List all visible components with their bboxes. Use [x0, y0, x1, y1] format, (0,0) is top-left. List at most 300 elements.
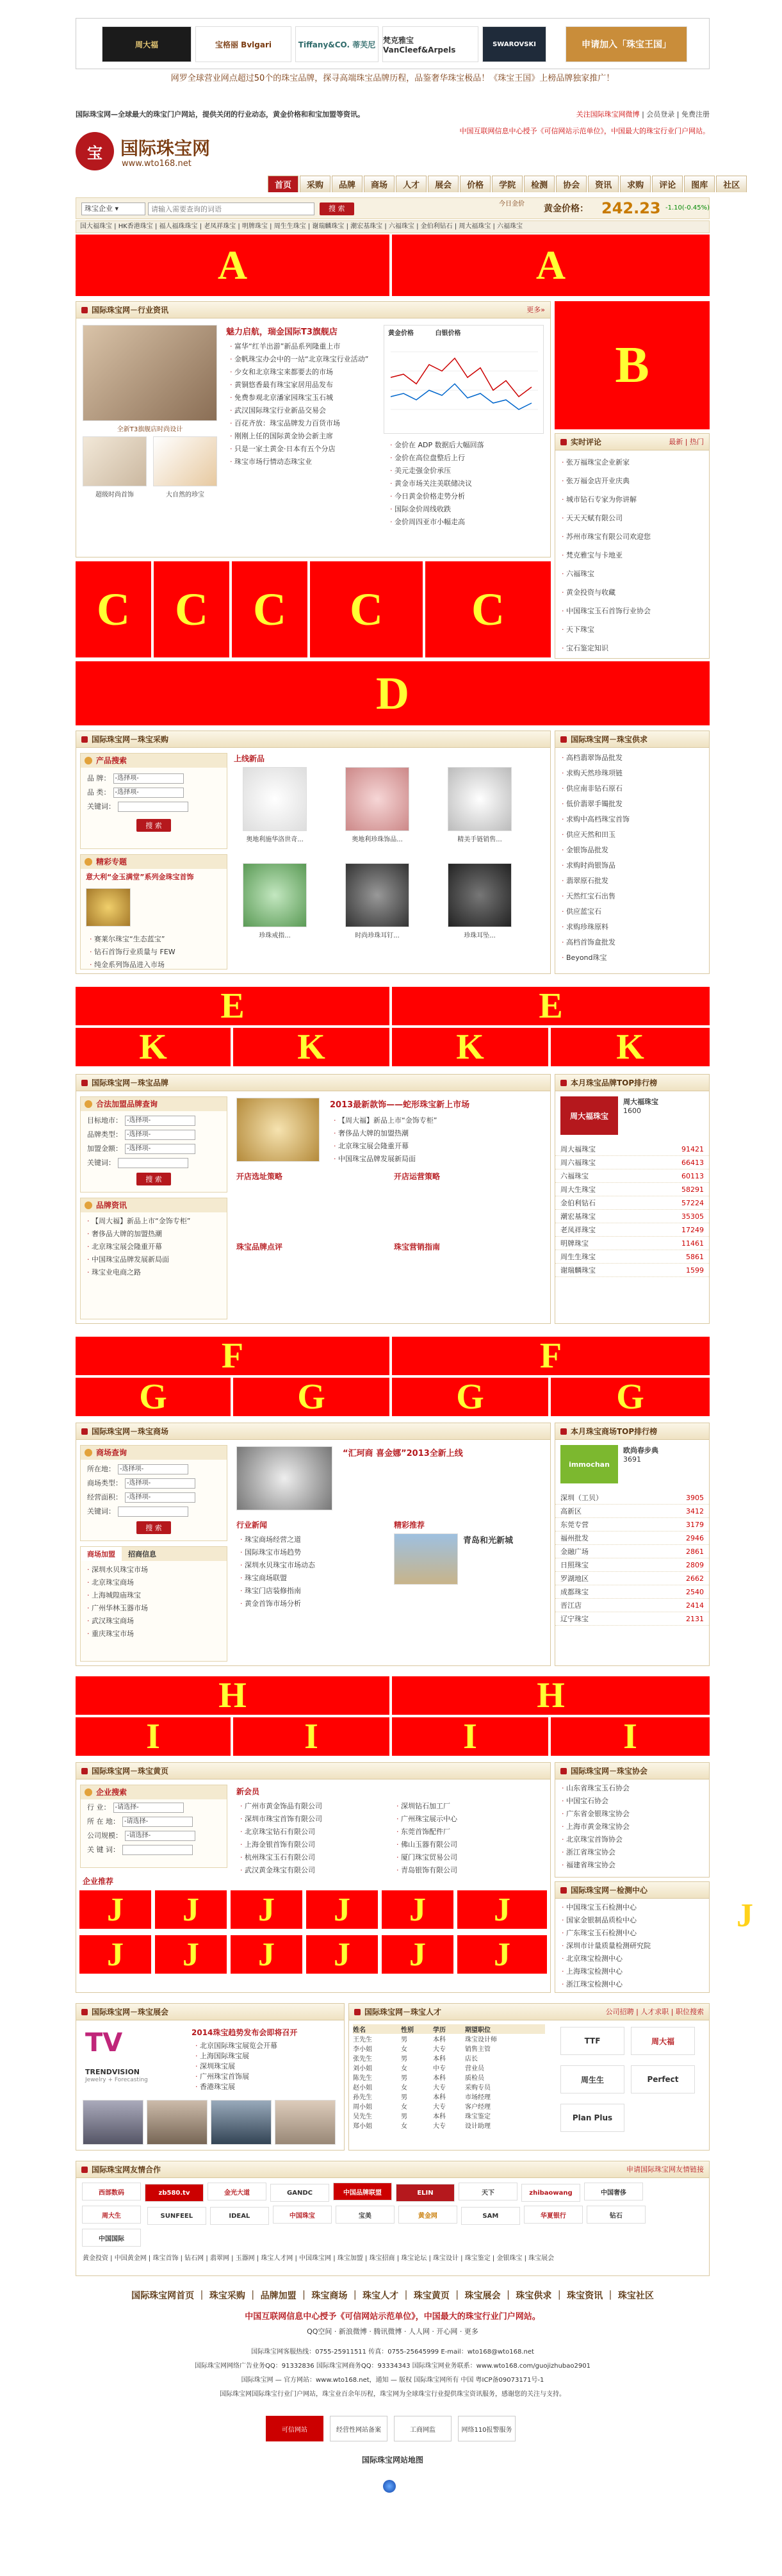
- list-item[interactable]: · 中国珠宝玉石检测中心: [562, 1901, 703, 1914]
- table-row[interactable]: 赵小姐 女 大专 采购专员: [353, 2085, 491, 2092]
- industry-select[interactable]: -请选择-: [113, 1803, 184, 1813]
- partner-logo[interactable]: 宝美: [336, 2206, 395, 2224]
- subnav[interactable]: 国大福珠宝 | HK香港珠宝 | 福人福珠珠宝 | 老凤祥珠宝 | 明牌珠宝 | 周生生珠宝 | 谢瑞麟珠宝 | 潮宏基珠宝 | 六福珠宝 | 金伯利钻石 | 周大福珠宝 | 六福珠宝: [76, 220, 710, 233]
- ad-slot-k-1[interactable]: K: [76, 1028, 231, 1066]
- table-row[interactable]: 陈先生 男 本科 质检员: [353, 2075, 484, 2082]
- list-item[interactable]: · 城市钻石专家为你讲解: [562, 490, 703, 509]
- ad-slot-a-right[interactable]: A: [392, 235, 710, 296]
- list-item[interactable]: · 上海城隍庙珠宝: [87, 1589, 220, 1602]
- share-tencent[interactable]: 腾讯微博: [373, 2327, 402, 2336]
- rank-row[interactable]: 老凤祥珠宝 17249: [555, 1223, 709, 1237]
- list-item[interactable]: · 金价在高位盘整后上行: [390, 452, 537, 465]
- nav-tab-brand[interactable]: 品牌: [332, 176, 362, 192]
- ad-slot-j[interactable]: J: [231, 1890, 302, 1929]
- list-item[interactable]: · 上海金银首饰有限公司: [240, 1838, 381, 1851]
- trusted-site-badge[interactable]: 可信网站: [266, 2416, 323, 2441]
- nav-tab-talent[interactable]: 人才: [396, 176, 427, 192]
- product-image[interactable]: [243, 863, 307, 927]
- brand-subsection-title[interactable]: 开店选址策略: [236, 1172, 283, 1181]
- share-more[interactable]: 更多: [464, 2327, 478, 2336]
- list-item[interactable]: · 北京珠宝首饰协会: [562, 1833, 703, 1846]
- product-caption[interactable]: 珍珠戒指...: [259, 932, 291, 939]
- business-badge[interactable]: 工商网监: [394, 2416, 452, 2441]
- table-row[interactable]: 郑小姐 女 大专 设计助理: [353, 2123, 491, 2130]
- product-image[interactable]: [448, 767, 512, 831]
- list-item[interactable]: · 少女和北京珠宝来都要去的市场: [230, 366, 371, 379]
- list-item[interactable]: · 北京国际珠宝展览会开幕: [195, 2041, 336, 2051]
- location-select[interactable]: -选择项-: [118, 1464, 188, 1474]
- list-item[interactable]: · 富华“红羊出游”新品系列隆重上市: [230, 340, 371, 353]
- list-item[interactable]: · 【周大福】新品上市“金饰专柜”: [87, 1215, 220, 1228]
- area-select[interactable]: -选择项-: [125, 1492, 195, 1503]
- ad-slot-e-right[interactable]: E: [392, 987, 710, 1025]
- product-search-button[interactable]: 搜 索: [136, 819, 171, 832]
- rank-row[interactable]: 周大生珠宝 58291: [555, 1183, 709, 1196]
- list-item[interactable]: · 天然红宝石出售: [562, 889, 703, 904]
- list-item[interactable]: · 武汉黄金珠宝有限公司: [240, 1864, 381, 1877]
- list-item[interactable]: · 金价在 ADP 数据后大幅回落: [390, 439, 537, 452]
- city-select[interactable]: -选择项-: [125, 1116, 195, 1126]
- list-item[interactable]: · 北京珠宝展会隆重开幕: [334, 1140, 539, 1153]
- brand-type-select[interactable]: -选择项-: [125, 1130, 195, 1140]
- share-renren[interactable]: 人人网: [408, 2327, 430, 2336]
- list-item[interactable]: · 金价周四亚市小幅走高: [390, 516, 537, 529]
- share-kaixin[interactable]: 开心网: [436, 2327, 458, 2336]
- partner-logo[interactable]: zb580.tv: [145, 2184, 204, 2202]
- company-logo[interactable]: Perfect: [631, 2065, 695, 2093]
- list-item[interactable]: · 刚刚上任的国际黄金协会新主席: [230, 430, 371, 443]
- brand-hero-image[interactable]: [236, 1098, 320, 1162]
- nav-tab-mall[interactable]: 商场: [364, 176, 395, 192]
- list-item[interactable]: · 上海市黄金珠宝协会: [562, 1821, 703, 1833]
- list-item[interactable]: · 广东省金银珠宝协会: [562, 1808, 703, 1821]
- ad-slot-j[interactable]: J: [457, 1935, 547, 1974]
- partner-logo[interactable]: IDEAL: [210, 2207, 269, 2225]
- rank-brand-logo[interactable]: 周大福珠宝: [560, 1096, 618, 1135]
- mall-feature-headline[interactable]: 青岛和光新城: [463, 1536, 514, 1546]
- list-item[interactable]: · 天下珠宝: [562, 620, 703, 639]
- province-select[interactable]: -请选择-: [122, 1817, 193, 1827]
- ad-slot-d[interactable]: D: [76, 661, 710, 725]
- ad-slot-k-4[interactable]: K: [551, 1028, 710, 1066]
- list-item[interactable]: · 中国宝石协会: [562, 1795, 703, 1808]
- ad-slot-k-2[interactable]: K: [233, 1028, 389, 1066]
- list-item[interactable]: · 深圳水贝珠宝市场: [87, 1564, 220, 1576]
- brand-logo-vancleef[interactable]: 梵克雅宝 VanCleef&Arpels: [382, 26, 478, 62]
- partner-logo[interactable]: 中国珠宝: [273, 2206, 332, 2224]
- search-input[interactable]: [148, 202, 314, 215]
- size-select[interactable]: -请选择-: [125, 1831, 195, 1841]
- list-item[interactable]: · 金银饰品批发: [562, 843, 703, 858]
- list-item[interactable]: · 中国珠宝玉石首饰行业协会: [562, 602, 703, 620]
- list-item[interactable]: · 北京珠宝检测中心: [562, 1953, 703, 1965]
- ad-slot-i-1[interactable]: I: [76, 1717, 231, 1756]
- list-item[interactable]: · 黄金市场关注美联储决议: [390, 477, 537, 490]
- nav-tab-expo[interactable]: 展会: [428, 176, 459, 192]
- tab-mall-investment[interactable]: 招商信息: [128, 1550, 156, 1558]
- list-item[interactable]: · 【周大福】新品上市“金饰专柜”: [334, 1114, 539, 1127]
- list-item[interactable]: · 香港珠宝展: [195, 2082, 336, 2092]
- rank-mall-logo[interactable]: immochan: [560, 1445, 618, 1483]
- ad-slot-c-5[interactable]: C: [425, 561, 551, 657]
- list-item[interactable]: · 国际金价周线收跌: [390, 503, 537, 516]
- rank-row[interactable]: 明牌珠宝 11461: [555, 1237, 709, 1250]
- partner-logo[interactable]: 华夏银行: [524, 2206, 583, 2224]
- list-item[interactable]: · 深圳珠宝展: [195, 2061, 336, 2072]
- partner-logo[interactable]: GANDC: [270, 2184, 329, 2202]
- rank-row[interactable]: 金伯利钻石 57224: [555, 1196, 709, 1210]
- list-item[interactable]: · 珠宝市场行情动态珠宝业: [230, 456, 371, 468]
- table-row[interactable]: 吴先生 男 本科 珠宝鉴定: [353, 2113, 491, 2120]
- ad-slot-g-2[interactable]: G: [233, 1378, 389, 1416]
- rank-row[interactable]: 高新区 3412: [555, 1505, 709, 1518]
- list-item[interactable]: · 高档首饰盒批发: [562, 935, 703, 950]
- list-item[interactable]: · 中国珠宝品牌发展新局面: [334, 1153, 539, 1166]
- list-item[interactable]: · 珠宝商场联盟: [240, 1572, 381, 1585]
- ad-slot-j[interactable]: J: [79, 1935, 151, 1974]
- tab-mall-join[interactable]: 商场加盟: [81, 1547, 122, 1561]
- nav-tab-inspection[interactable]: 检测: [524, 176, 555, 192]
- brand-logo-swarovski[interactable]: SWAROVSKI: [482, 26, 546, 62]
- list-item[interactable]: · 中国珠宝品牌发展新局面: [87, 1253, 220, 1266]
- join-button[interactable]: 申请加入「珠宝王国」: [566, 26, 687, 62]
- news-more-link[interactable]: 更多»: [526, 306, 545, 314]
- rank-row[interactable]: 周六福珠宝 66413: [555, 1156, 709, 1169]
- feature-headline[interactable]: 意大利“金玉满堂”系列金珠宝首饰: [86, 873, 194, 881]
- expo-image[interactable]: [275, 2100, 336, 2145]
- rank-row[interactable]: 福州批发 2946: [555, 1532, 709, 1545]
- list-item[interactable]: · 只是一家土黄金·日本有五个分店: [230, 443, 371, 456]
- ad-slot-c-1[interactable]: C: [76, 561, 151, 657]
- partner-logo[interactable]: 中国奢侈: [584, 2183, 643, 2200]
- ad-slot-f-left[interactable]: F: [76, 1337, 389, 1375]
- weibo-link[interactable]: 关注国际珠宝网微博: [576, 110, 640, 119]
- list-item[interactable]: · 求购时尚银饰品: [562, 858, 703, 873]
- tab-job-seek[interactable]: 人才求职: [640, 2008, 669, 2016]
- ad-slot-j[interactable]: J: [457, 1890, 547, 1929]
- product-caption[interactable]: 珍珠耳坠...: [464, 932, 496, 939]
- list-item[interactable]: · 供应南非钻石原石: [562, 781, 703, 797]
- list-item[interactable]: · 求购珍珠原料: [562, 920, 703, 935]
- brand-select[interactable]: -选择项-: [113, 773, 184, 784]
- list-item[interactable]: · 求购中高档珠宝首饰: [562, 812, 703, 827]
- list-item[interactable]: · 上海国际珠宝展: [195, 2051, 336, 2061]
- news-thumb-1[interactable]: [83, 436, 147, 486]
- brand-logo-tiffany[interactable]: Tiffany&CO. 蒂芙尼: [295, 26, 379, 62]
- list-item[interactable]: · 高档翡翠饰品批发: [562, 750, 703, 766]
- rank-row[interactable]: 东莞专营 3179: [555, 1518, 709, 1532]
- nav-tab-news[interactable]: 资讯: [588, 176, 619, 192]
- list-item[interactable]: · 黄金投资与收藏: [562, 583, 703, 602]
- product-caption[interactable]: 时尚珍珠耳钉...: [355, 932, 400, 939]
- list-item[interactable]: · 武汉国际珠宝行业新品交易会: [230, 404, 371, 417]
- partner-logo[interactable]: 黄金网: [398, 2206, 457, 2224]
- brand-subsection-title[interactable]: 珠宝营销指南: [394, 1243, 441, 1251]
- list-item[interactable]: · 免费参观北京潘家园珠宝玉石城: [230, 392, 371, 404]
- rank-row[interactable]: 成都珠宝 2540: [555, 1585, 709, 1599]
- partner-logo[interactable]: SUNFEEL: [147, 2207, 206, 2225]
- list-item[interactable]: · 珠宝门店装修指南: [240, 1585, 381, 1598]
- partner-text-links[interactable]: 黄金投资 | 中国黄金网 | 珠宝首饰 | 钻石网 | 翡翠网 | 玉器网 | 珠宝人才网 | 中国珠宝网 | 珠宝加盟 | 珠宝招商 | 珠宝论坛 | 珠宝设计 | 珠宝鉴定 | 金银珠宝 | 珠宝展会: [83, 2255, 555, 2262]
- ad-slot-j[interactable]: J: [155, 1935, 227, 1974]
- ad-slot-j[interactable]: J: [306, 1890, 378, 1929]
- rank-row[interactable]: 晋江店 2414: [555, 1599, 709, 1612]
- mall-type-select[interactable]: -选择项-: [125, 1478, 195, 1489]
- list-item[interactable]: · 今日黄金价格走势分析: [390, 490, 537, 503]
- partner-logo[interactable]: SAM: [461, 2207, 520, 2225]
- list-item[interactable]: · 奢侈品大牌的加盟热潮: [87, 1228, 220, 1241]
- list-item[interactable]: · 上海珠宝检测中心: [562, 1965, 703, 1978]
- list-item[interactable]: · 厦门珠宝贸易公司: [396, 1851, 537, 1864]
- list-item[interactable]: · 杭州珠宝玉石有限公司: [240, 1851, 381, 1864]
- rank-row[interactable]: 周生生珠宝 5861: [555, 1250, 709, 1264]
- chart-tab-gold[interactable]: 黄金价格: [388, 330, 414, 337]
- company-logo[interactable]: TTF: [560, 2027, 624, 2055]
- list-item[interactable]: · 浙江省珠宝协会: [562, 1846, 703, 1859]
- product-image[interactable]: [345, 863, 409, 927]
- mall-headline[interactable]: “汇珂商 喜金娜”2013全新上线: [343, 1449, 463, 1458]
- company-logo[interactable]: 周生生: [560, 2065, 624, 2093]
- partner-logo[interactable]: 金光大道: [208, 2183, 266, 2200]
- list-item[interactable]: · 黄铜悠香最有珠宝家居用品发布: [230, 379, 371, 392]
- nav-tab-community[interactable]: 社区: [716, 176, 747, 192]
- mall-keyword-input[interactable]: [118, 1507, 188, 1517]
- ad-slot-c-2[interactable]: C: [154, 561, 229, 657]
- share-sina[interactable]: 新浪微博: [338, 2327, 367, 2336]
- ad-slot-a-left[interactable]: A: [76, 235, 389, 296]
- list-item[interactable]: · 赛莱尔珠宝“生态蓝宝”: [90, 933, 218, 946]
- partner-logo[interactable]: 中国国际: [82, 2229, 141, 2247]
- table-row[interactable]: 孙先生 男 本科 市场经理: [353, 2094, 491, 2101]
- enterprise-keyword-input[interactable]: [122, 1845, 193, 1855]
- ad-slot-j[interactable]: J: [231, 1935, 302, 1974]
- list-item[interactable]: · 宝石鉴定知识: [562, 639, 703, 657]
- ad-slot-b[interactable]: B: [555, 301, 710, 429]
- nav-tab-gallery[interactable]: 图库: [684, 176, 715, 192]
- company-logo[interactable]: 周大福: [631, 2027, 695, 2055]
- list-item[interactable]: · 深圳市计量质量检测研究院: [562, 1940, 703, 1953]
- ad-slot-f-right[interactable]: F: [392, 1337, 710, 1375]
- login-link[interactable]: 会员登录: [646, 110, 675, 119]
- nav-tab-price[interactable]: 价格: [460, 176, 491, 192]
- ad-slot-i-4[interactable]: I: [551, 1717, 710, 1756]
- search-category-select[interactable]: 珠宝企业 ▾: [81, 202, 145, 215]
- nav-tab-home[interactable]: 首页: [268, 176, 298, 192]
- rank-row[interactable]: 六福珠宝 60113: [555, 1169, 709, 1183]
- expo-image[interactable]: [83, 2100, 143, 2145]
- rank-brand-name[interactable]: 周大福珠宝: [623, 1098, 658, 1106]
- list-item[interactable]: · 低价翡翠手镯批发: [562, 797, 703, 812]
- partner-logo[interactable]: 周大生: [82, 2206, 141, 2224]
- mall-hero-image[interactable]: [236, 1446, 332, 1510]
- list-item[interactable]: · 深圳钻石加工厂: [396, 1800, 537, 1813]
- product-image[interactable]: [448, 863, 512, 927]
- list-item[interactable]: · 奢侈品大牌的加盟热潮: [334, 1127, 539, 1140]
- list-item[interactable]: · 珠宝商场经营之道: [240, 1533, 381, 1546]
- scroll-top-icon[interactable]: [383, 2480, 396, 2493]
- nav-tab-academy[interactable]: 学院: [492, 176, 523, 192]
- list-item[interactable]: · 国际珠宝市场趋势: [240, 1546, 381, 1559]
- list-item[interactable]: · 广州珠宝首饰展: [195, 2072, 336, 2082]
- product-image[interactable]: [345, 767, 409, 831]
- ad-slot-j[interactable]: J: [382, 1935, 453, 1974]
- list-item[interactable]: · 佛山玉器有限公司: [396, 1838, 537, 1851]
- list-item[interactable]: · 北京珠宝展会隆重开幕: [87, 1241, 220, 1253]
- list-item[interactable]: · 浙江珠宝检测中心: [562, 1978, 703, 1991]
- ad-slot-j[interactable]: J: [382, 1890, 453, 1929]
- top-banner[interactable]: [76, 18, 710, 69]
- mall-search-button[interactable]: 搜 索: [136, 1521, 171, 1534]
- company-logo[interactable]: Plan Plus: [560, 2104, 624, 2132]
- partner-logo[interactable]: 天下: [459, 2183, 517, 2200]
- ad-slot-i-2[interactable]: I: [233, 1717, 389, 1756]
- partner-logo[interactable]: ELIN: [396, 2184, 455, 2202]
- rank-row[interactable]: 谢瑞麟珠宝 1599: [555, 1264, 709, 1277]
- list-item[interactable]: · 重庆珠宝市场: [87, 1628, 220, 1640]
- partner-logo[interactable]: zhibaowang: [521, 2184, 580, 2202]
- list-item[interactable]: · 金帆珠宝办会中的一站“北京珠宝行业活动”: [230, 353, 371, 366]
- list-item[interactable]: · 百花齐放：珠宝品牌发力百货市场: [230, 417, 371, 430]
- ad-slot-c-4[interactable]: C: [310, 561, 423, 657]
- brand-logo-bvlgari[interactable]: 宝格丽 Bvlgari: [195, 26, 291, 62]
- amount-select[interactable]: -选择项-: [125, 1144, 195, 1154]
- partner-logo[interactable]: 钻石: [587, 2206, 646, 2224]
- rank-row[interactable]: 潮宏基珠宝 35305: [555, 1210, 709, 1223]
- ad-slot-j[interactable]: J: [306, 1935, 378, 1974]
- keyword-input[interactable]: [118, 802, 188, 812]
- tab-company-hire[interactable]: 公司招聘: [605, 2008, 634, 2016]
- list-item[interactable]: · 张万福珠宝企业新家: [562, 453, 703, 472]
- rank-row[interactable]: 罗湖地区 2662: [555, 1572, 709, 1585]
- chart-tab-silver[interactable]: 白银价格: [435, 330, 461, 337]
- product-image[interactable]: [243, 767, 307, 831]
- ad-slot-k-3[interactable]: K: [392, 1028, 548, 1066]
- footer-nav[interactable]: 国际珠宝网首页 ｜ 珠宝采购 ｜ 品牌加盟 ｜ 珠宝商场 ｜ 珠宝人才 ｜ 珠宝黄页 ｜ 珠宝展会 ｜ 珠宝供求 ｜ 珠宝资讯 ｜ 珠宝社区: [131, 2291, 654, 2301]
- ad-slot-j[interactable]: J: [79, 1890, 151, 1929]
- ad-slot-e-left[interactable]: E: [76, 987, 389, 1025]
- list-item[interactable]: · 广州珠宝展示中心: [396, 1813, 537, 1826]
- list-item[interactable]: · 天天天赋有限公司: [562, 509, 703, 527]
- rank-row[interactable]: 辽宁珠宝 2131: [555, 1612, 709, 1626]
- sitemap-link[interactable]: 国际珠宝网站地图: [361, 2456, 423, 2465]
- ad-slot-c-3[interactable]: C: [232, 561, 307, 657]
- list-item[interactable]: · 珠宝业电商之路: [87, 1266, 220, 1279]
- brand-keyword-input[interactable]: [118, 1158, 188, 1168]
- list-item[interactable]: · 美元走强金价承压: [390, 465, 537, 477]
- icp-badge[interactable]: 经营性网站备案: [330, 2416, 387, 2441]
- expo-image[interactable]: [211, 2100, 272, 2145]
- table-row[interactable]: 王先生 男 本科 珠宝设计师: [353, 2036, 497, 2043]
- product-caption[interactable]: 奥地利珍珠饰品...: [352, 836, 403, 843]
- tab-job-search[interactable]: 职位搜索: [676, 2008, 704, 2016]
- list-item[interactable]: · 钻石首饰行业质量与 FEW: [90, 946, 218, 959]
- trendvision-logo-icon[interactable]: TV: [85, 2028, 123, 2058]
- mall-feature-image[interactable]: [394, 1533, 458, 1585]
- list-item[interactable]: · 深圳水贝珠宝市场动态: [240, 1559, 381, 1572]
- nav-tab-procurement[interactable]: 采购: [300, 176, 330, 192]
- apply-link[interactable]: 申请国际珠宝网友情链接: [626, 2165, 704, 2174]
- rank-row[interactable]: 日照珠宝 2809: [555, 1558, 709, 1572]
- site-logo-text[interactable]: 国际珠宝网: [120, 138, 211, 159]
- table-row[interactable]: 周小姐 女 大专 客户经理: [353, 2104, 491, 2111]
- list-item[interactable]: · 东莞首饰配件厂: [396, 1826, 537, 1838]
- list-item[interactable]: · 广东珠宝玉石检测中心: [562, 1927, 703, 1940]
- list-item[interactable]: · 广州华林玉器市场: [87, 1602, 220, 1615]
- ad-slot-g-3[interactable]: G: [392, 1378, 548, 1416]
- list-item[interactable]: · 深圳市珠宝首饰有限公司: [240, 1813, 381, 1826]
- ad-slot-g-4[interactable]: G: [551, 1378, 710, 1416]
- brand-subsection-title[interactable]: 珠宝品牌点评: [236, 1243, 283, 1251]
- list-item[interactable]: · 广州市黄金饰品有限公司: [240, 1800, 381, 1813]
- news-headline[interactable]: 魅力启航，瑞金国际T3旗舰店: [226, 327, 338, 337]
- list-item[interactable]: · Beyond珠宝: [562, 950, 703, 966]
- register-link[interactable]: 免费注册: [681, 110, 710, 119]
- expo-headline[interactable]: 2014珠宝趋势发布会即将召开: [191, 2028, 298, 2037]
- rank-mall-name[interactable]: 欧尚春步典: [623, 1446, 658, 1455]
- ad-slot-j[interactable]: J: [155, 1890, 227, 1929]
- search-button[interactable]: 搜 索: [320, 202, 354, 215]
- brand-headline[interactable]: 2013最新款饰——蛇形珠宝新上市场: [330, 1100, 470, 1110]
- share-qzone[interactable]: QQ空间: [307, 2327, 332, 2336]
- list-item[interactable]: · 供应天然和田玉: [562, 827, 703, 843]
- comments-tab-hot[interactable]: 热门: [690, 438, 704, 446]
- partner-logo[interactable]: 西部数码: [82, 2183, 141, 2200]
- police-badge[interactable]: 网络110报警服务: [458, 2416, 516, 2441]
- brand-logo-chow-tai-fook[interactable]: 周大福: [102, 26, 191, 62]
- list-item[interactable]: · 北京珠宝钻石有限公司: [240, 1826, 381, 1838]
- list-item[interactable]: · 黄金首饰市场分析: [240, 1598, 381, 1610]
- news-thumb-2[interactable]: [153, 436, 217, 486]
- table-row[interactable]: 张先生 男 本科 店长: [353, 2056, 478, 2063]
- news-hero-image[interactable]: [83, 325, 217, 421]
- list-item[interactable]: · 张万福金店开业庆典: [562, 472, 703, 490]
- list-item[interactable]: · 苏州市珠宝有限公司欢迎您: [562, 527, 703, 546]
- site-logo-icon[interactable]: 宝: [76, 132, 114, 170]
- ad-slot-h-right[interactable]: H: [392, 1676, 710, 1715]
- list-item[interactable]: · 青岛银饰有限公司: [396, 1864, 537, 1877]
- list-item[interactable]: · 翡翠原石批发: [562, 873, 703, 889]
- list-item[interactable]: · 纯金系列饰品进入市场: [90, 959, 218, 971]
- list-item[interactable]: · 供应蓝宝石: [562, 904, 703, 920]
- list-item[interactable]: · 梵克雅宝与卡地亚: [562, 546, 703, 565]
- category-select[interactable]: -选择项-: [113, 788, 184, 798]
- brand-search-button[interactable]: 搜 索: [136, 1173, 171, 1185]
- nav-tab-review[interactable]: 评论: [652, 176, 683, 192]
- comments-tab-latest[interactable]: 最新: [669, 438, 683, 446]
- table-row[interactable]: 刘小姐 女 中专 营业员: [353, 2065, 484, 2072]
- list-item[interactable]: · 国家金银制品质检中心: [562, 1914, 703, 1927]
- rank-row[interactable]: 深圳（工贝） 3905: [555, 1491, 709, 1505]
- list-item[interactable]: · 北京珠宝商场: [87, 1576, 220, 1589]
- nav-tab-demand[interactable]: 求购: [620, 176, 651, 192]
- list-item[interactable]: · 六福珠宝: [562, 565, 703, 583]
- nav-tab-association[interactable]: 协会: [556, 176, 587, 192]
- list-item[interactable]: · 山东省珠宝玉石协会: [562, 1782, 703, 1795]
- list-item[interactable]: · 求购天然珍珠项链: [562, 766, 703, 781]
- rank-row[interactable]: 周大福珠宝 91421: [555, 1143, 709, 1156]
- brand-subsection-title[interactable]: 开店运营策略: [394, 1172, 441, 1181]
- rank-row[interactable]: 金融广场 2861: [555, 1545, 709, 1558]
- expo-image[interactable]: [147, 2100, 208, 2145]
- partner-logo[interactable]: 中国品牌联盟: [333, 2183, 392, 2200]
- product-caption[interactable]: 精美手链销售...: [457, 836, 502, 843]
- table-row[interactable]: 李小姐 女 大专 销售主管: [353, 2046, 491, 2053]
- list-item[interactable]: · 武汉珠宝商场: [87, 1615, 220, 1628]
- ad-slot-g-1[interactable]: G: [76, 1378, 231, 1416]
- ad-slot-i-3[interactable]: I: [392, 1717, 548, 1756]
- product-caption[interactable]: 奥地利施华洛世奇...: [246, 836, 304, 843]
- feature-image[interactable]: [86, 888, 131, 927]
